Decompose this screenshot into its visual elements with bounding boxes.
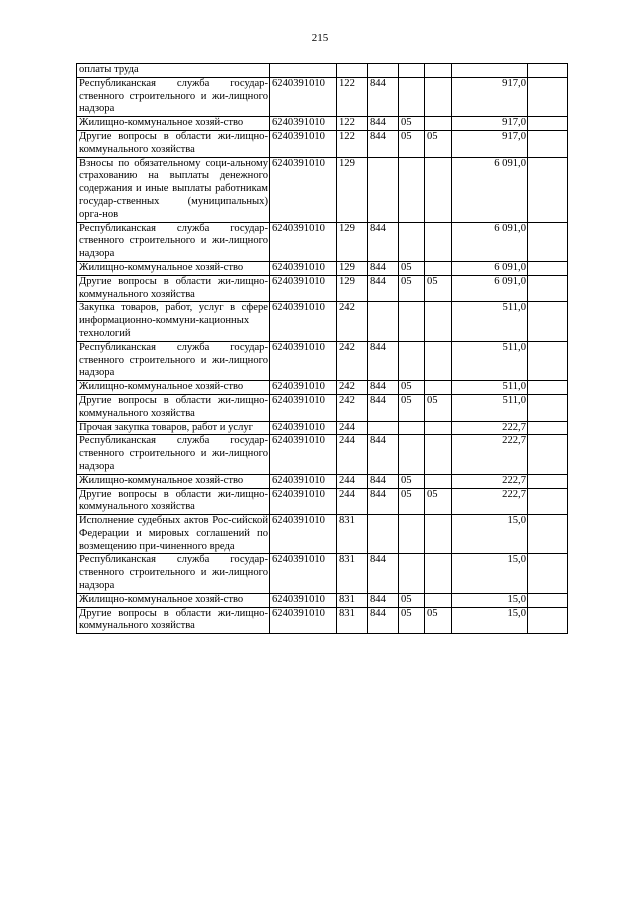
row-name-cell: Республиканская служба государ-ственного строительного и жи-лищного надзора [77,435,270,474]
row-name-cell: Взносы по обязательному соци-альному страхованию на выплаты денежного содержания и иные выплаты работникам государ-ственных (муниципальных) орга-нов [77,157,270,222]
row-empty-cell [528,488,568,515]
row-amount-cell: 917,0 [452,130,528,157]
row-empty-cell [528,435,568,474]
row-subsection-cell: 05 [425,130,452,157]
row-name-cell: Жилищно-коммунальное хозяй-ство [77,117,270,131]
row-expense-type-cell: 831 [337,593,368,607]
table-row [77,474,568,488]
row-code-cell: 6240391010 [270,157,337,222]
table-row [77,77,568,116]
table-row [77,593,568,607]
row-amount-cell: 917,0 [452,77,528,116]
row-empty-cell [528,381,568,395]
page-number: 215 [311,32,329,44]
row-amount-cell: 222,7 [452,435,528,474]
row-section-cell: 05 [399,394,425,421]
row-section-cell [399,77,425,116]
row-empty-cell [528,157,568,222]
row-name-cell: Другие вопросы в области жи-лищно-коммунального хозяйства [77,488,270,515]
table-row [77,381,568,395]
table-row [77,607,568,634]
row-amount-cell: 6 091,0 [452,275,528,302]
row-empty-cell [528,275,568,302]
table-row [77,488,568,515]
row-expense-type-cell: 242 [337,394,368,421]
table-row [77,554,568,593]
row-admin-code-cell [368,421,399,435]
table-row [77,394,568,421]
row-name-cell: Другие вопросы в области жи-лищно-коммунального хозяйства [77,275,270,302]
row-subsection-cell [425,157,452,222]
row-expense-type-cell: 122 [337,130,368,157]
row-amount-cell: 222,7 [452,488,528,515]
row-admin-code-cell: 844 [368,222,399,261]
row-name-cell: оплаты труда [77,64,270,78]
row-empty-cell [528,302,568,341]
row-admin-code-cell [368,302,399,341]
row-code-cell: 6240391010 [270,261,337,275]
row-expense-type-cell: 831 [337,515,368,554]
row-code-cell: 6240391010 [270,77,337,116]
row-subsection-cell [425,341,452,380]
row-admin-code-cell: 844 [368,261,399,275]
row-expense-type-cell: 242 [337,302,368,341]
table-row [77,130,568,157]
row-admin-code-cell: 844 [368,607,399,634]
table-row [77,435,568,474]
row-name-cell: Исполнение судебных актов Рос-сийской Федерации и мировых соглашений по возмещению при-чиненного вреда [77,515,270,554]
row-amount-cell: 917,0 [452,117,528,131]
row-subsection-cell [425,261,452,275]
row-empty-cell [528,130,568,157]
row-subsection-cell [425,222,452,261]
row-subsection-cell [425,515,452,554]
row-name-cell: Жилищно-коммунальное хозяй-ство [77,593,270,607]
row-amount-cell: 511,0 [452,341,528,380]
row-code-cell: 6240391010 [270,554,337,593]
row-code-cell: 6240391010 [270,381,337,395]
row-expense-type-cell: 242 [337,381,368,395]
row-empty-cell [528,554,568,593]
row-name-cell: Жилищно-коммунальное хозяй-ство [77,474,270,488]
row-expense-type-cell: 129 [337,261,368,275]
row-name-cell: Жилищно-коммунальное хозяй-ство [77,261,270,275]
table-body [77,64,568,634]
row-code-cell: 6240391010 [270,341,337,380]
row-code-cell: 6240391010 [270,394,337,421]
row-expense-type-cell: 129 [337,222,368,261]
row-admin-code-cell: 844 [368,488,399,515]
row-empty-cell [528,341,568,380]
row-expense-type-cell: 244 [337,488,368,515]
row-expense-type-cell: 242 [337,341,368,380]
table-row [77,421,568,435]
row-amount-cell: 15,0 [452,515,528,554]
row-section-cell: 05 [399,117,425,131]
row-empty-cell [528,64,568,78]
row-admin-code-cell: 844 [368,341,399,380]
row-expense-type-cell: 129 [337,275,368,302]
row-amount-cell: 222,7 [452,421,528,435]
row-code-cell: 6240391010 [270,421,337,435]
row-admin-code-cell [368,515,399,554]
row-section-cell [399,515,425,554]
row-name-cell: Республиканская служба государ-ственного строительного и жи-лищного надзора [77,554,270,593]
row-subsection-cell [425,64,452,78]
row-empty-cell [528,77,568,116]
row-amount-cell: 15,0 [452,554,528,593]
row-expense-type-cell: 122 [337,117,368,131]
row-section-cell [399,435,425,474]
row-subsection-cell [425,421,452,435]
row-amount-cell: 15,0 [452,607,528,634]
row-section-cell: 05 [399,275,425,302]
row-amount-cell: 6 091,0 [452,157,528,222]
row-subsection-cell [425,474,452,488]
row-name-cell: Прочая закупка товаров, работ и услуг [77,421,270,435]
row-section-cell [399,554,425,593]
row-section-cell [399,421,425,435]
row-section-cell: 05 [399,474,425,488]
row-amount-cell: 511,0 [452,302,528,341]
row-code-cell: 6240391010 [270,117,337,131]
table-row [77,64,568,78]
table-row [77,157,568,222]
row-admin-code-cell: 844 [368,394,399,421]
row-amount-cell: 511,0 [452,394,528,421]
row-code-cell: 6240391010 [270,275,337,302]
row-empty-cell [528,117,568,131]
row-section-cell [399,157,425,222]
table-row [77,515,568,554]
row-amount-cell: 15,0 [452,593,528,607]
row-expense-type-cell [337,64,368,78]
row-amount-cell: 6 091,0 [452,261,528,275]
row-name-cell: Республиканская служба государ-ственного строительного и жи-лищного надзора [77,341,270,380]
table-row [77,261,568,275]
row-code-cell: 6240391010 [270,593,337,607]
row-admin-code-cell [368,157,399,222]
row-empty-cell [528,421,568,435]
row-code-cell: 6240391010 [270,474,337,488]
budget-table [76,63,568,634]
row-admin-code-cell: 844 [368,77,399,116]
row-expense-type-cell: 244 [337,435,368,474]
row-expense-type-cell: 244 [337,474,368,488]
row-section-cell [399,302,425,341]
row-subsection-cell: 05 [425,275,452,302]
row-empty-cell [528,394,568,421]
row-empty-cell [528,222,568,261]
row-admin-code-cell: 844 [368,275,399,302]
row-amount-cell: 222,7 [452,474,528,488]
row-admin-code-cell: 844 [368,117,399,131]
row-subsection-cell [425,117,452,131]
row-section-cell [399,341,425,380]
table-row [77,302,568,341]
row-subsection-cell [425,554,452,593]
row-code-cell [270,64,337,78]
row-amount-cell [452,64,528,78]
row-name-cell: Республиканская служба государ-ственного строительного и жи-лищного надзора [77,222,270,261]
row-subsection-cell: 05 [425,607,452,634]
row-empty-cell [528,515,568,554]
row-name-cell: Республиканская служба государ-ственного строительного и жи-лищного надзора [77,77,270,116]
row-section-cell: 05 [399,593,425,607]
row-admin-code-cell: 844 [368,435,399,474]
row-section-cell: 05 [399,607,425,634]
row-name-cell: Жилищно-коммунальное хозяй-ство [77,381,270,395]
row-admin-code-cell: 844 [368,593,399,607]
table-row [77,222,568,261]
row-subsection-cell [425,593,452,607]
row-empty-cell [528,474,568,488]
row-section-cell [399,222,425,261]
row-subsection-cell [425,77,452,116]
row-expense-type-cell: 122 [337,77,368,116]
row-name-cell: Другие вопросы в области жи-лищно-коммунального хозяйства [77,130,270,157]
row-admin-code-cell: 844 [368,554,399,593]
row-name-cell: Другие вопросы в области жи-лищно-коммунального хозяйства [77,394,270,421]
row-code-cell: 6240391010 [270,488,337,515]
table-row [77,117,568,131]
row-subsection-cell [425,381,452,395]
row-admin-code-cell: 844 [368,381,399,395]
row-code-cell: 6240391010 [270,435,337,474]
row-code-cell: 6240391010 [270,515,337,554]
row-expense-type-cell: 244 [337,421,368,435]
row-admin-code-cell [368,64,399,78]
row-expense-type-cell: 129 [337,157,368,222]
row-expense-type-cell: 831 [337,607,368,634]
row-code-cell: 6240391010 [270,607,337,634]
row-amount-cell: 511,0 [452,381,528,395]
row-empty-cell [528,261,568,275]
row-subsection-cell [425,435,452,474]
row-code-cell: 6240391010 [270,130,337,157]
row-admin-code-cell: 844 [368,474,399,488]
row-subsection-cell [425,302,452,341]
row-section-cell: 05 [399,381,425,395]
row-empty-cell [528,607,568,634]
row-subsection-cell: 05 [425,394,452,421]
row-name-cell: Закупка товаров, работ, услуг в сфере информационно-коммуни-кационных технологий [77,302,270,341]
row-code-cell: 6240391010 [270,222,337,261]
row-section-cell [399,64,425,78]
row-code-cell: 6240391010 [270,302,337,341]
table-row [77,275,568,302]
row-empty-cell [528,593,568,607]
row-section-cell: 05 [399,488,425,515]
row-section-cell: 05 [399,261,425,275]
table-row [77,341,568,380]
row-amount-cell: 6 091,0 [452,222,528,261]
row-name-cell: Другие вопросы в области жи-лищно-коммунального хозяйства [77,607,270,634]
row-subsection-cell: 05 [425,488,452,515]
row-admin-code-cell: 844 [368,130,399,157]
row-section-cell: 05 [399,130,425,157]
row-expense-type-cell: 831 [337,554,368,593]
